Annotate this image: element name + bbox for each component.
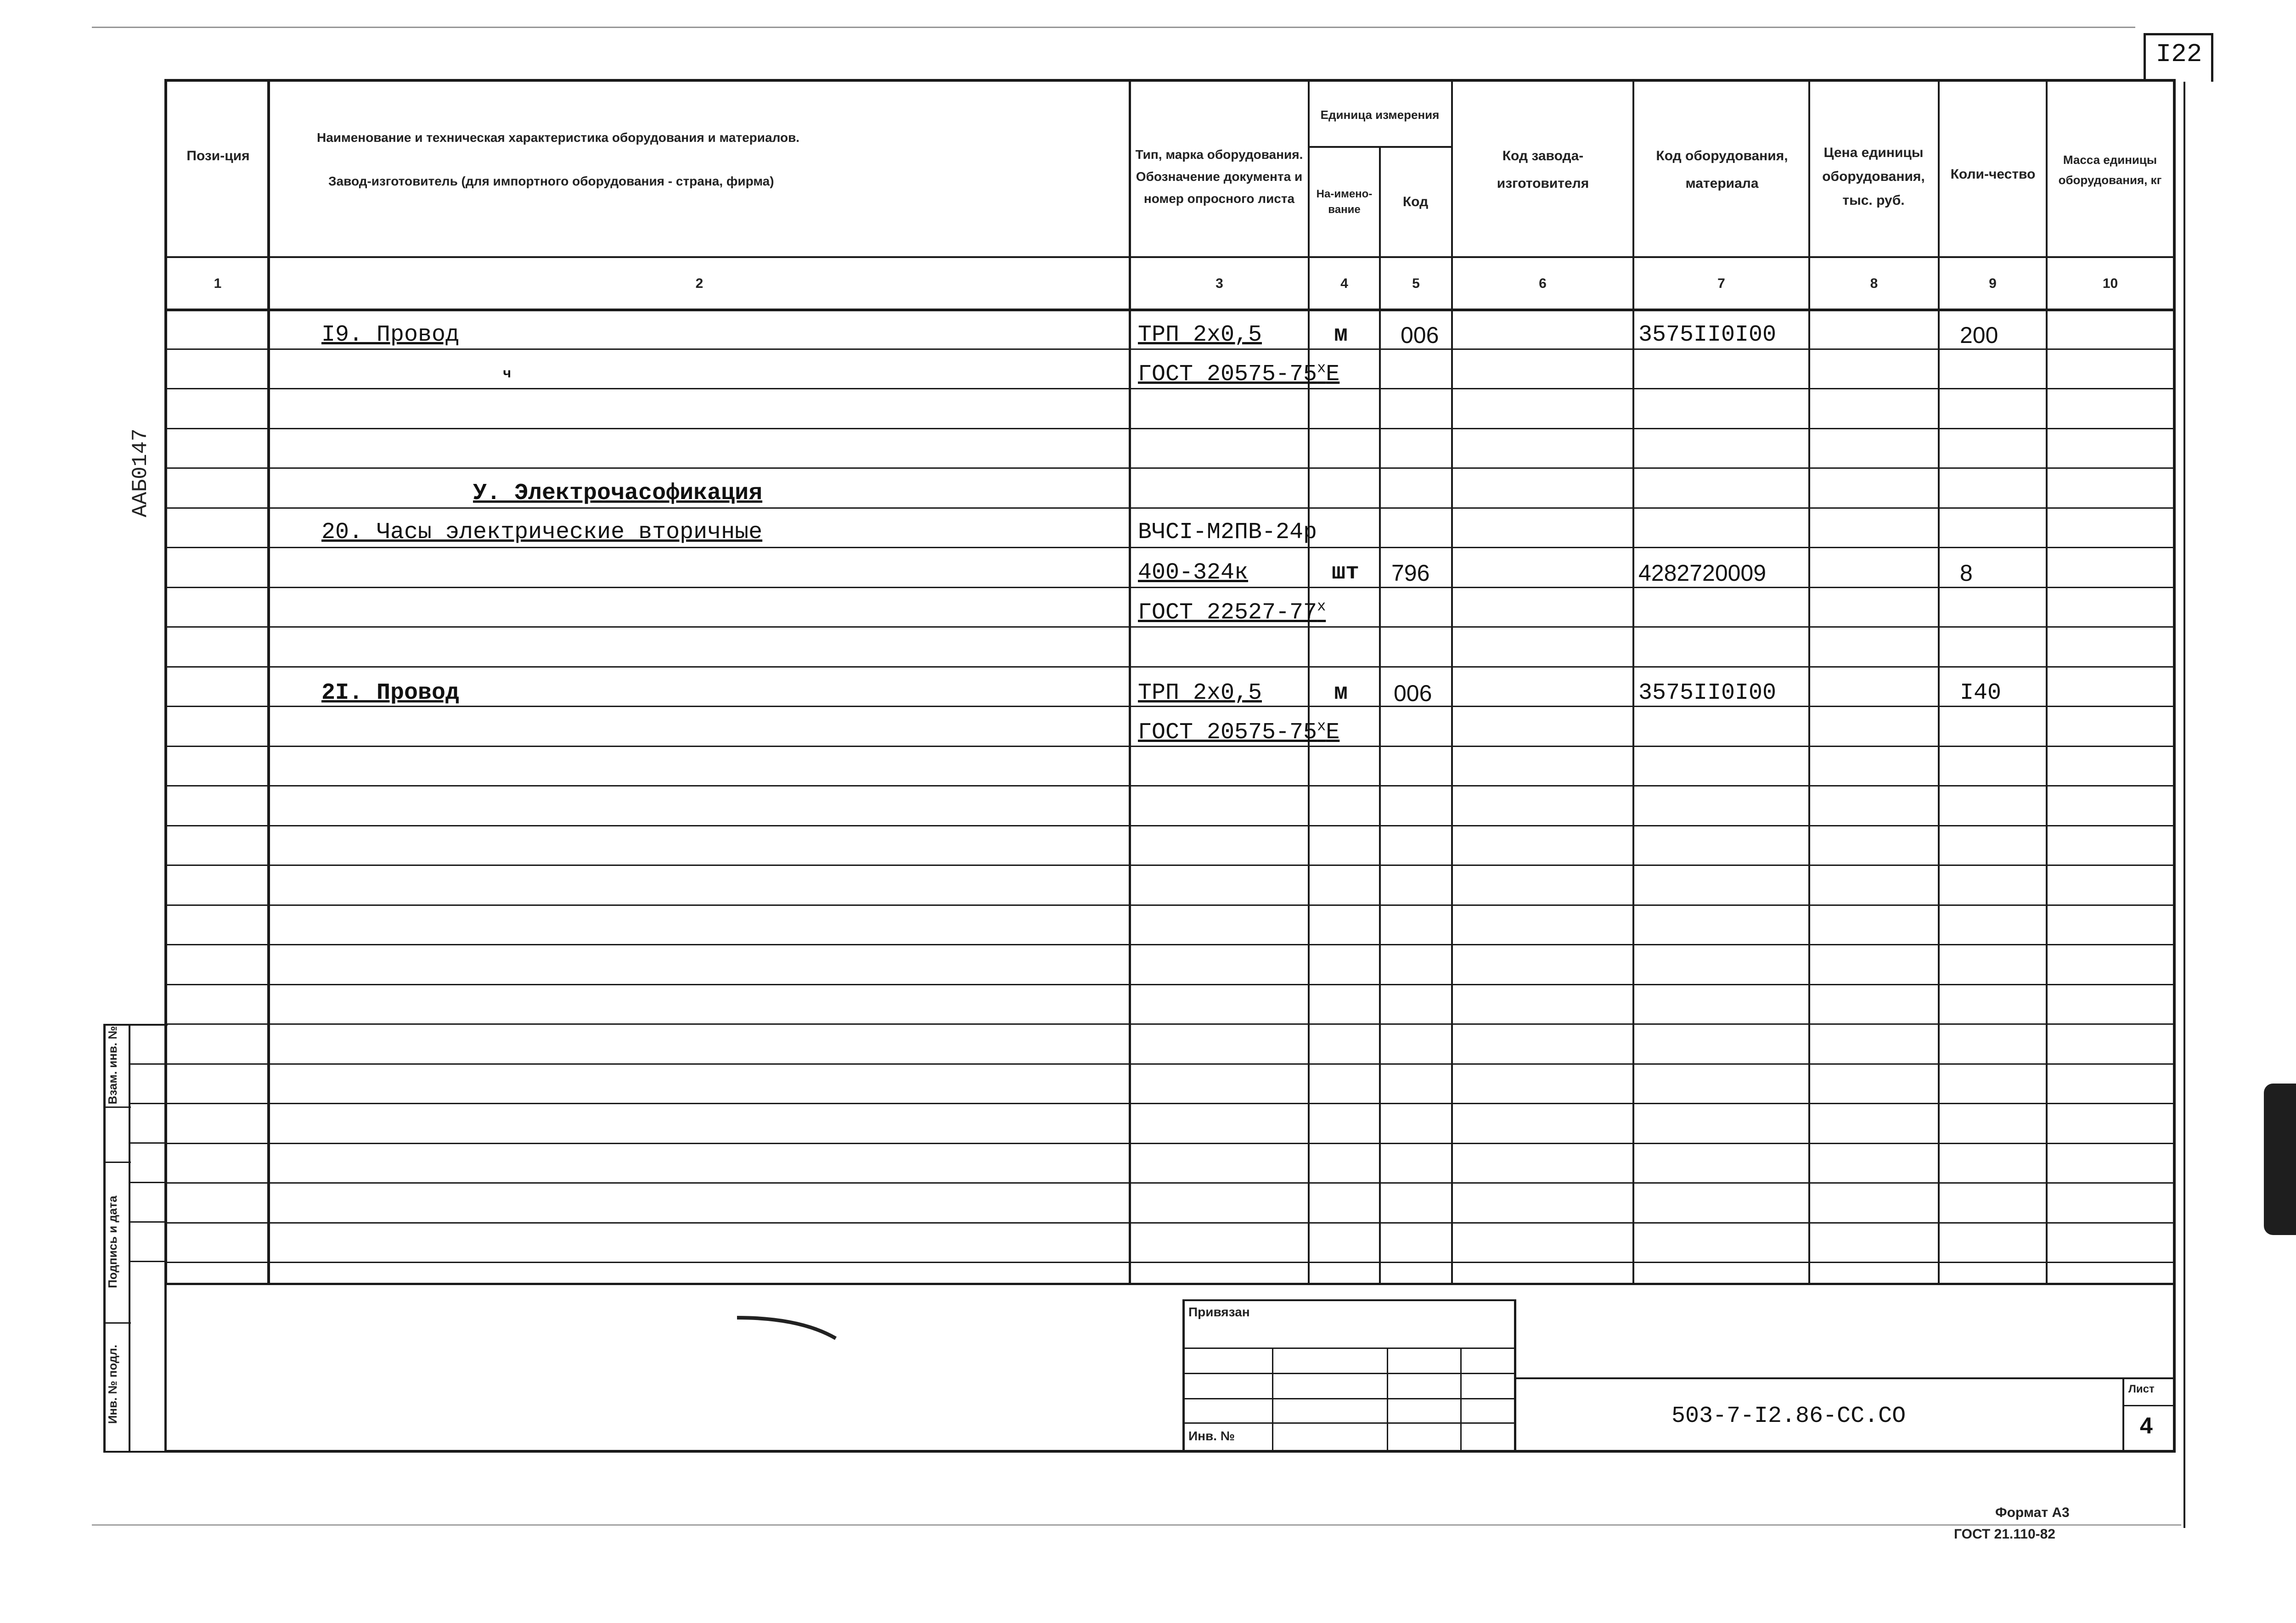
row1-unit: м — [1334, 322, 1348, 348]
table-row-line — [165, 1103, 2174, 1104]
table-row-line — [165, 1063, 2174, 1065]
stamp-row-line — [130, 1221, 167, 1223]
table-row-line — [165, 1182, 2174, 1184]
row7-type — [1138, 719, 1339, 747]
row3-name — [321, 519, 762, 546]
table-row-line — [165, 1143, 2174, 1144]
stamp-row-line — [130, 1261, 167, 1262]
row5-type-sup: х — [1317, 598, 1326, 615]
header-price: Цена единицы оборудования, тыс. руб. — [1822, 145, 1925, 208]
inv-no-label: Инв. № — [1188, 1429, 1235, 1443]
row6-unit: м — [1334, 680, 1348, 706]
header-unit-code: Код — [1402, 194, 1429, 209]
row2-type-sup: х — [1317, 359, 1326, 377]
table-row-line — [165, 904, 2174, 906]
col-num-5: 5 — [1412, 275, 1420, 291]
header-equipment-code: Код оборудования, материала — [1656, 148, 1788, 191]
stamp-inv-podl: Инв. № подл. — [106, 1344, 119, 1424]
table-row-line — [165, 1222, 2174, 1224]
side-code: ААБ0147 — [129, 428, 152, 517]
table-row-line — [165, 507, 2174, 509]
row6-type: ТРП 2х0,5 — [1138, 680, 1262, 706]
table-row-line — [165, 865, 2174, 866]
col-num-10: 10 — [2102, 275, 2118, 291]
format-label: Формат А3 — [1995, 1505, 2070, 1520]
page-number: I22 — [2155, 39, 2202, 69]
header-mass: Масса единицы оборудования, кг — [2058, 153, 2162, 187]
table-row-line — [165, 785, 2174, 786]
privyazan-label: Привязан — [1188, 1305, 1250, 1319]
row1-qty: 200 — [1960, 322, 1998, 348]
header-type: Тип, марка оборудования. Обозначение документа и номер опросного листа — [1135, 147, 1303, 206]
table-row-line — [165, 1262, 2174, 1263]
stamp-row-line — [130, 1103, 167, 1104]
table-row-line — [165, 1023, 2174, 1025]
row2-mark: ч — [503, 366, 512, 382]
row1-type: ТРП 2х0,5 — [1138, 322, 1262, 348]
table-row-line — [165, 944, 2174, 945]
row1-code: 006 — [1401, 322, 1439, 348]
table-row-line — [165, 547, 2174, 548]
header-factory-code: Код завода-изготовителя — [1497, 148, 1589, 191]
col-num-4: 4 — [1340, 275, 1348, 291]
doc-code: 503-7-I2.86-СС.СО — [1671, 1403, 1906, 1429]
scan-shadow — [2264, 1084, 2296, 1235]
table-row-line — [165, 428, 2174, 429]
header-unit-name: На-имено-вание — [1316, 188, 1373, 216]
row1-equip-code: 3575II0I00 — [1638, 322, 1777, 348]
header-quantity: Коли-чество — [1950, 167, 2036, 182]
header-name-line2: Завод-изготовитель (для импортного оборудования - страна, фирма) — [328, 174, 774, 188]
stamp-vzam-inv: Взам. инв. № — [106, 1026, 119, 1105]
table-row-line — [165, 587, 2174, 588]
stamp-row-line — [130, 1142, 167, 1144]
row4-qty: 8 — [1960, 560, 1973, 586]
row5-type-main: ГОСТ 22527-77 — [1138, 600, 1317, 626]
row2-type-main: ГОСТ 20575-75 — [1138, 361, 1317, 387]
row6-equip-code: 3575II0I00 — [1638, 680, 1777, 706]
header-position: Пози-ция — [186, 148, 250, 163]
col-num-6: 6 — [1539, 275, 1547, 291]
table-frame-top — [165, 79, 2174, 82]
col-num-1: 1 — [214, 275, 222, 291]
row5-type — [1138, 599, 1326, 627]
row6-name: 2I. Провод — [321, 680, 460, 706]
stamp-row-line — [130, 1063, 167, 1065]
sheet-label: Лист — [2128, 1383, 2155, 1395]
col-num-2: 2 — [695, 275, 703, 291]
header-unit-group: Единица измерения — [1320, 108, 1440, 122]
table-row-line — [165, 825, 2174, 826]
row4-equip-code: 4282720009 — [1638, 560, 1767, 586]
table-row-line — [165, 467, 2174, 469]
row4-code: 796 — [1391, 560, 1430, 586]
row7-type-sup: х — [1317, 718, 1326, 735]
section-title: У. Электрочасофикация — [473, 480, 763, 506]
col-num-7: 7 — [1717, 275, 1725, 291]
table-row-line — [165, 984, 2174, 985]
row3-type: ВЧСI-М2ПВ-24р — [1138, 519, 1317, 545]
row7-type-main: ГОСТ 20575-75 — [1138, 719, 1317, 746]
pen-stroke — [735, 1309, 840, 1345]
row6-code: 006 — [1394, 680, 1432, 706]
col-num-3: 3 — [1216, 275, 1223, 291]
table-row-line — [165, 666, 2174, 668]
row4-unit: шт — [1332, 560, 1360, 586]
stamp-sign-date: Подпись и дата — [106, 1196, 119, 1288]
row4-type: 400-324к — [1138, 560, 1249, 586]
frame-right — [2173, 79, 2176, 1452]
col-num-8: 8 — [1870, 275, 1878, 291]
gost-label: ГОСТ 21.110-82 — [1954, 1527, 2055, 1542]
row3-name-text: 20. Часы электрические вторичные — [321, 519, 763, 545]
row7-type-tail: Е — [1326, 719, 1340, 746]
row2-type-tail: Е — [1326, 361, 1340, 387]
row2-type — [1138, 361, 1339, 388]
sheet-number: 4 — [2140, 1413, 2153, 1438]
stamp-row-line — [130, 1182, 167, 1183]
row1-name: I9. Провод — [321, 322, 460, 348]
header-name-line1: Наименование и техническая характеристика оборудования и материалов. — [317, 130, 800, 145]
row6-qty: I40 — [1960, 680, 2002, 706]
col-num-9: 9 — [1989, 275, 1997, 291]
